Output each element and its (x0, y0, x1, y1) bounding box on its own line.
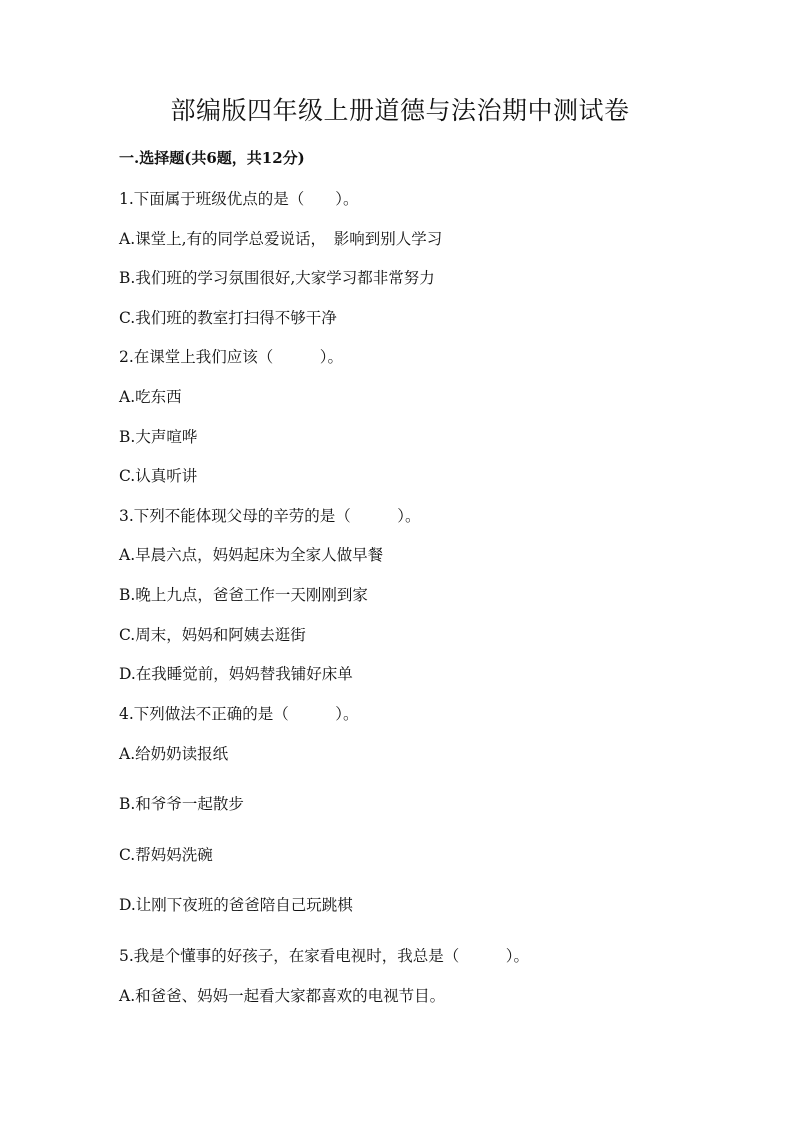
question-5-option-a: A.和爸爸、妈妈一起看大家都喜欢的电视节目。 (119, 987, 446, 1005)
question-2-option-c: C.认真听讲 (119, 467, 198, 485)
question-3-option-d: D.在我睡觉前，妈妈替我铺好床单 (119, 665, 353, 683)
question-3-option-b: B.晚上九点，爸爸工作一天刚刚到家 (119, 586, 368, 604)
question-4-stem: 4.下列做法不正确的是（ ）。 (119, 705, 359, 723)
question-3-stem: 3.下列不能体现父母的辛劳的是（ ）。 (119, 507, 421, 525)
question-2-option-b: B.大声喧哗 (119, 428, 198, 446)
question-4-option-c: C.帮妈妈洗碗 (119, 846, 213, 864)
question-5-stem: 5.我是个懂事的好孩子，在家看电视时，我总是（ ）。 (119, 947, 530, 965)
question-3-option-c: C.周末，妈妈和阿姨去逛街 (119, 626, 306, 644)
question-4-option-d: D.让刚下夜班的爸爸陪自己玩跳棋 (119, 896, 353, 914)
question-2-stem: 2.在课堂上我们应该（ ）。 (119, 348, 344, 366)
question-1-option-b: B.我们班的学习氛围很好,大家学习都非常努力 (119, 269, 435, 287)
question-4-option-b: B.和爷爷一起散步 (119, 795, 244, 813)
question-1-option-a: A.课堂上,有的同学总爱说话， 影响到别人学习 (119, 230, 443, 248)
question-1-option-c: C.我们班的教室打扫得不够干净 (119, 309, 337, 327)
question-4-option-a: A.给奶奶读报纸 (119, 745, 229, 763)
question-2-option-a: A.吃东西 (119, 388, 182, 406)
section-heading: 一.选择题(共6题，共12分) (119, 149, 305, 167)
question-1-stem: 1.下面属于班级优点的是（ ）。 (119, 190, 359, 208)
page-title: 部编版四年级上册道德与法治期中测试卷 (170, 96, 630, 125)
question-3-option-a: A.早晨六点，妈妈起床为全家人做早餐 (119, 546, 384, 564)
